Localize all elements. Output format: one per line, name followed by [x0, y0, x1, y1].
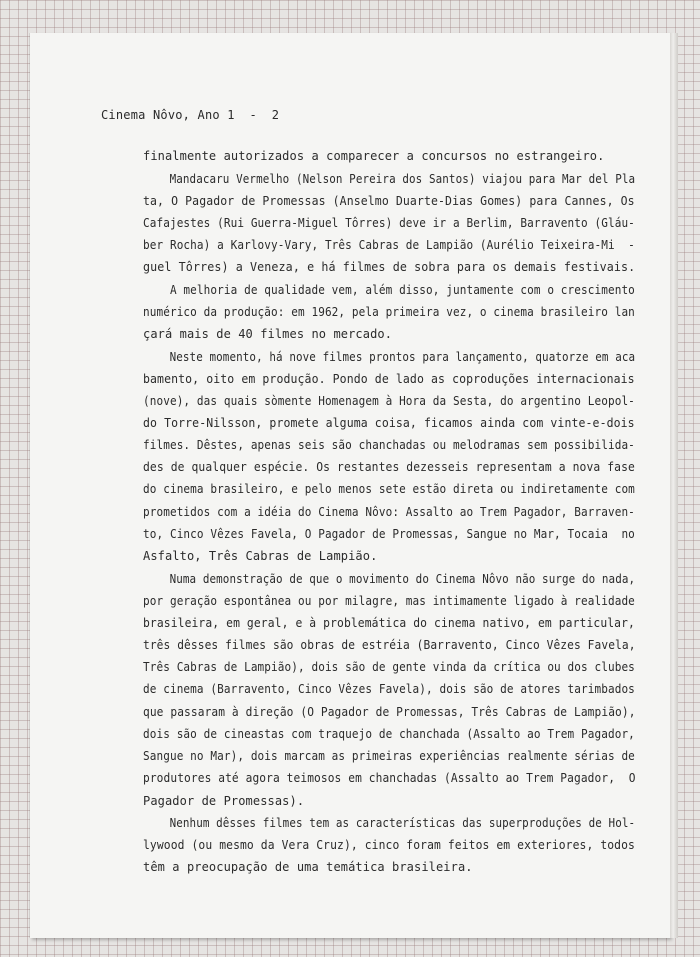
text-line: numérico da produção: em 1962, pela primeira vez, o cinema brasileiro lan — [143, 305, 635, 319]
text-line: Sangue no Mar), dois marcam as primeiras experiências realmente sérias de — [143, 749, 635, 763]
text-line: des de qualquer espécie. Os restantes dezesseis representam a nova fase — [143, 460, 635, 474]
text-line: A melhoria de qualidade vem, além disso, juntamente com o crescimento — [143, 283, 635, 297]
text-line: de cinema (Barravento, Cinco Vêzes Favela), dois são de atores tarimbados — [143, 682, 635, 696]
text-line: Numa demonstração de que o movimento do Cinema Nôvo não surge do nada, — [143, 572, 636, 586]
text-line: finalmente autorizados a comparecer a concursos no estrangeiro. — [143, 149, 605, 163]
page-header: Cinema Nôvo, Ano 1 - 2 — [101, 108, 280, 122]
text-line: çará mais de 40 filmes no mercado. — [143, 327, 393, 341]
text-line: filmes. Dêstes, apenas seis são chanchadas ou melodramas sem possibilida- — [143, 438, 635, 452]
text-line: três dêsses filmes são obras de estréia (Barravento, Cinco Vêzes Favela, — [143, 638, 636, 652]
text-line: têm a preocupação de uma temática brasileira. — [143, 860, 473, 874]
text-line: Três Cabras de Lampião), dois são de gente vinda da crítica ou dos clubes — [143, 660, 635, 674]
text-line: guel Tôrres) a Veneza, e há filmes de sobra para os demais festivais. — [143, 260, 636, 274]
text-line: produtores até agora teimosos em chanchadas (Assalto ao Trem Pagador, O — [143, 771, 636, 785]
text-line: Mandacaru Vermelho (Nelson Pereira dos Santos) viajou para Mar del Pla — [143, 172, 636, 186]
text-line: (nove), das quais sòmente Homenagem à Hora da Sesta, do argentino Leopol- — [143, 394, 635, 408]
text-line: prometidos com a idéia do Cinema Nôvo: Assalto ao Trem Pagador, Barraven- — [143, 505, 635, 519]
text-line: Neste momento, há nove filmes prontos para lançamento, quatorze em aca — [143, 350, 636, 364]
text-line: to, Cinco Vêzes Favela, O Pagador de Promessas, Sangue no Mar, Tocaia no — [143, 527, 635, 541]
text-line: ta, O Pagador de Promessas (Anselmo Duarte-Dias Gomes) para Cannes, Os — [143, 194, 635, 208]
text-line: que passaram à direção (O Pagador de Promessas, Três Cabras de Lampião), — [143, 705, 636, 719]
text-line: do Torre-Nilsson, promete alguma coisa, ficamos ainda com vinte-e-dois — [143, 416, 635, 430]
text-line: do cinema brasileiro, e pelo menos sete estão direta ou indiretamente com — [143, 482, 635, 496]
text-line: Asfalto, Três Cabras de Lampião. — [143, 549, 378, 563]
text-line: brasileira, em geral, e à problemática do cinema nativo, em particular, — [143, 616, 635, 630]
text-line: Cafajestes (Rui Guerra-Miguel Tôrres) deve ir a Berlim, Barravento (Gláu- — [143, 216, 635, 230]
text-line: bamento, oito em produção. Pondo de lado as coproduções internacionais — [143, 372, 635, 386]
text-line: lywood (ou mesmo da Vera Cruz), cinco foram feitos em exteriores, todos — [143, 838, 635, 852]
text-line: por geração espontânea ou por milagre, mas intimamente ligado à realidade — [143, 594, 635, 608]
text-line: Nenhum dêsses filmes tem as características das superproduções de Hol- — [143, 816, 636, 830]
text-line: Pagador de Promessas). — [143, 794, 305, 808]
text-line: dois são de cineastas com traquejo de chanchada (Assalto ao Trem Pagador, — [143, 727, 635, 741]
page-edge — [670, 33, 678, 938]
text-line: ber Rocha) a Karlovy-Vary, Três Cabras de Lampião (Aurélio Teixeira-Mi - — [143, 238, 635, 252]
